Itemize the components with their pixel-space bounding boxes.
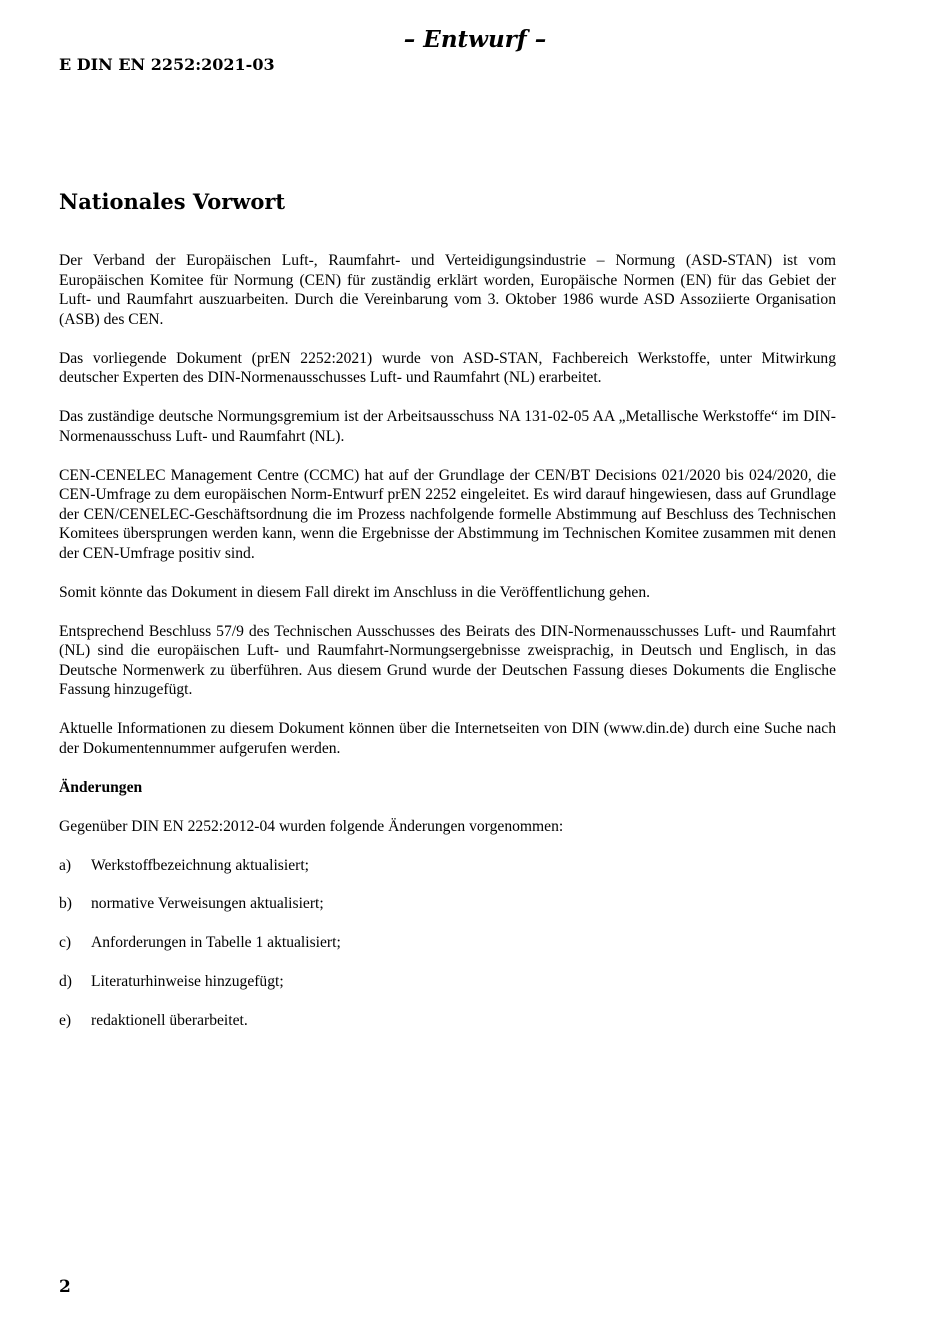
changes-intro: Gegenüber DIN EN 2252:2012-04 wurden folgende Änderungen vorgenommen: [59, 817, 564, 835]
page-number: 2 [59, 1277, 71, 1297]
document-body [59, 186, 836, 1049]
list-item-text: Literaturhinweise hinzugefügt; [91, 972, 284, 990]
list-item-text: Werkstoffbezeichnung aktualisiert; [91, 856, 309, 874]
list-item [59, 856, 836, 876]
draft-watermark-heading: – Entwurf – [403, 26, 547, 53]
list-item-text: normative Verweisungen aktualisiert; [91, 895, 324, 913]
document-id: E DIN EN 2252:2021-03 [59, 55, 275, 74]
paragraph-committee: Das zuständige deutsche Normungsgremium ist der Arbeitsausschuss NA 131-02-05 AA „Metallische Werkstoffe“ im DIN-Normenausschuss Luft- und Raumfahrt (NL). [59, 408, 836, 445]
paragraph-document-origin: Das vorliegende Dokument (prEN 2252:2021) wurde von ASD-STAN, Fachbereich Werkstoffe, unter Mitwirkung deutscher Experten des DIN-Normenausschusses Luft- und Raumfahrt (NL) erarbeitet. [59, 349, 836, 386]
list-marker: b) [59, 895, 72, 913]
list-item [59, 894, 836, 914]
list-item [59, 933, 836, 953]
list-item [59, 972, 836, 992]
paragraph-information: Aktuelle Informationen zu diesem Dokument können über die Internetseiten von DIN (www.din.de) durch eine Suche nach der Dokumentennummer aufgerufen werden. [59, 720, 836, 757]
paragraph-asd-stan: Der Verband der Europäischen Luft-, Raumfahrt- und Verteidigungsindustrie – Normung (ASD-STAN) ist vom Europäischen Komitee für Normung (CEN) für zuständig erklärt worden, Europäische Normen (EN) für das Gebiet der Luft- und Raumfahrt auszuarbeiten. Durch die Vereinbarung vom 3. Oktober 1986 wurde ASD Assoziierte Organisation (ASB) des CEN. [59, 252, 836, 328]
list-marker: c) [59, 934, 72, 952]
paragraph-publication: Somit könnte das Dokument in diesem Fall direkt im Anschluss in die Veröffentlichung gehen. [59, 583, 651, 601]
list-marker: a) [59, 856, 72, 874]
list-item-text: redaktionell überarbeitet. [91, 1011, 248, 1029]
section-title: Nationales Vorwort [59, 189, 286, 214]
list-marker: e) [59, 1011, 72, 1029]
paragraph-ccmc: CEN-CENELEC Management Centre (CCMC) hat auf der Grundlage der CEN/BT Decisions 021/2020 bis 024/2020, die CEN-Umfrage zu dem europäischen Norm-Entwurf prEN 2252 eingeleitet. Es wird darauf hingewiesen, dass auf Grundlage der CEN/CENELEC-Geschäftsordnung die im Prozess nachfolgende formelle Abstimmung auf Beschluss des Technischen Komitees übersprungen werden kann, wenn die Ergebnisse der Abstimmung im Technischen Komitee zusammen mit denen der CEN-Umfrage positiv sind. [59, 466, 836, 562]
list-marker: d) [59, 972, 72, 990]
changes-list [59, 856, 836, 1031]
list-item [59, 1011, 836, 1031]
list-item-text: Anforderungen in Tabelle 1 aktualisiert; [91, 934, 341, 952]
changes-heading: Änderungen [59, 778, 143, 796]
paragraph-bilingual: Entsprechend Beschluss 57/9 des Technischen Ausschusses des Beirats des DIN-Normenausschusses Luft- und Raumfahrt (NL) sind die europäischen Luft- und Raumfahrt-Normungsergebnisse zweisprachig, in Deutsch und Englisch, in das Deutsche Normenwerk zu überführen. Aus diesem Grund wurde der Deutschen Fassung dieses Dokuments die Englische Fassung hinzugefügt. [59, 622, 836, 698]
